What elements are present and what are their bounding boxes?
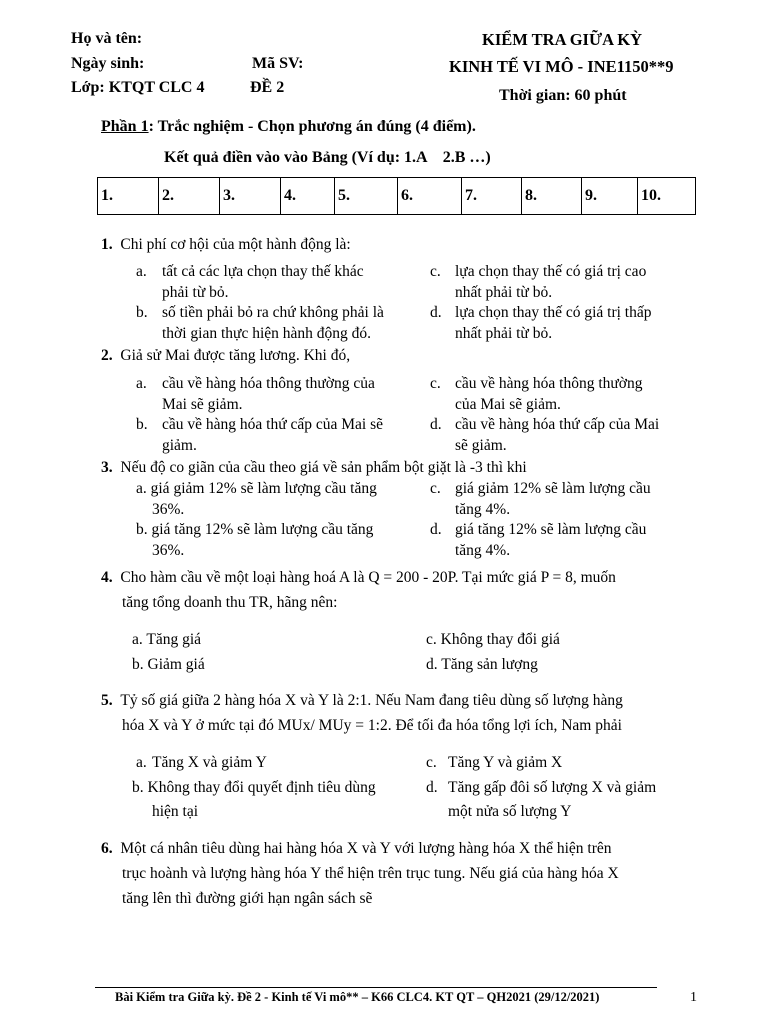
answer-table xyxy=(97,177,696,215)
question-stem-line3: tăng lên thì đường giới hạn ngân sách sẽ xyxy=(122,890,373,907)
q4-option-c: c. Không thay đổi giá xyxy=(426,631,560,648)
q4-option-d: d. Tăng sản lượng xyxy=(426,656,538,673)
q2-option-a-line2: Mai sẽ giảm. xyxy=(162,396,243,413)
part1-heading xyxy=(101,118,476,136)
q3-option-d-line1: giá tăng 12% sẽ làm lượng cầu xyxy=(455,521,647,538)
question-number: 2. xyxy=(101,347,113,364)
q5-option-c-text: Tăng Y và giảm X xyxy=(448,754,563,771)
question-stem: Nếu độ co giãn của cầu theo giá về sản phẩm bột giặt là -3 thì khi xyxy=(120,459,527,476)
q2-option-b-letter: b. xyxy=(136,416,148,433)
question-stem-line1: Tỷ số giá giữa 2 hàng hóa X và Y là 2:1. Nếu Nam đang tiêu dùng số lượng hàng xyxy=(120,692,623,709)
exam-title: KIỂM TRA GIỮA KỲ xyxy=(482,30,642,49)
question-6 xyxy=(101,838,612,859)
question-stem: Chi phí cơ hội của một hành động là: xyxy=(120,236,351,253)
footer-text: Bài Kiểm tra Giữa kỳ. Đề 2 - Kinh tế Vi mô** – K66 CLC4. KT QT – QH2021 (29/12/2021) xyxy=(115,990,600,1004)
class-label: Lớp: KTQT CLC 4 xyxy=(71,79,205,96)
q4-option-a: a. Tăng giá xyxy=(132,631,202,648)
question-number: 5. xyxy=(101,692,113,709)
q2-option-d-line2: sẽ giảm. xyxy=(455,437,507,454)
q3-option-a-line2: 36%. xyxy=(152,501,185,518)
q3-option-d-letter: d. xyxy=(430,521,442,538)
question-1 xyxy=(101,234,351,255)
answer-cell-1[interactable]: 1. xyxy=(98,178,159,215)
name-label: Họ và tên: xyxy=(71,30,143,47)
birthdate-label: Ngày sinh: xyxy=(71,55,145,72)
q1-option-b-line2: thời gian thực hiện hành động đó. xyxy=(162,325,372,342)
answer-cell-4[interactable]: 4. xyxy=(281,178,335,215)
q3-option-c-letter: c. xyxy=(430,480,441,497)
q2-option-b-line2: giảm. xyxy=(162,437,197,454)
q3-option-c-line1: giá giảm 12% sẽ làm lượng cầu xyxy=(455,480,651,497)
q1-option-c-line1: lựa chọn thay thế có giá trị cao xyxy=(455,263,647,280)
question-number: 4. xyxy=(101,569,113,586)
question-3 xyxy=(101,457,527,478)
q5-option-a-text: Tăng X và giảm Y xyxy=(152,754,267,771)
q1-option-d-line1: lựa chọn thay thế có giá trị thấp xyxy=(455,304,652,321)
q1-option-b-line1: số tiền phải bỏ ra chứ không phải là xyxy=(162,304,384,321)
question-stem: Giả sử Mai được tăng lương. Khi đó, xyxy=(120,347,351,364)
q2-option-c-line1: cầu về hàng hóa thông thường xyxy=(455,375,643,392)
student-id-label: Mã SV: xyxy=(252,55,304,72)
exam-duration: Thời gian: 60 phút xyxy=(499,87,627,104)
q3-option-d-line2: tăng 4%. xyxy=(455,542,511,559)
question-4 xyxy=(101,567,616,588)
q3-option-a-line1: a. giá giảm 12% sẽ làm lượng cầu tăng xyxy=(136,480,377,497)
page-number: 1 xyxy=(690,990,697,1005)
q5-option-b-line1: b. Không thay đổi quyết định tiêu dùng xyxy=(132,779,376,796)
question-stem-line2: trục hoành và lượng hàng hóa Y thể hiện trên trục tung. Nếu giá của hàng hóa X xyxy=(122,865,619,882)
q5-option-d-letter: d. xyxy=(426,779,438,796)
q4-option-b: b. Giảm giá xyxy=(132,656,205,673)
q1-option-a-line1: tất cả các lựa chọn thay thế khác xyxy=(162,263,364,280)
answer-cell-10[interactable]: 10. xyxy=(638,178,696,215)
q1-option-d-line2: nhất phải từ bỏ. xyxy=(455,325,553,342)
q1-option-a-letter: a. xyxy=(136,263,147,280)
q3-option-b-line2: 36%. xyxy=(152,542,185,559)
answer-cell-5[interactable]: 5. xyxy=(335,178,398,215)
q1-option-c-letter: c. xyxy=(430,263,441,280)
question-number: 3. xyxy=(101,459,113,476)
footer-divider xyxy=(95,987,657,988)
q2-option-a-line1: cầu về hàng hóa thông thường của xyxy=(162,375,375,392)
question-stem-line2: tăng tổng doanh thu TR, hãng nên: xyxy=(122,594,338,611)
q1-option-c-line2: nhất phải từ bỏ. xyxy=(455,284,553,301)
question-number: 1. xyxy=(101,236,113,253)
part1-title: : Trắc nghiệm - Chọn phương án đúng (4 điểm). xyxy=(148,118,476,135)
question-stem-line2: hóa X và Y ở mức tại đó MUx/ MUy = 1:2. Để tối đa hóa tổng lợi ích, Nam phải xyxy=(122,717,622,734)
answer-cell-3[interactable]: 3. xyxy=(220,178,281,215)
q5-option-d-line1: Tăng gấp đôi số lượng X và giảm xyxy=(448,779,657,796)
answer-cell-8[interactable]: 8. xyxy=(522,178,582,215)
answer-cell-6[interactable]: 6. xyxy=(398,178,462,215)
part1-label: Phần 1 xyxy=(101,118,149,135)
q2-option-d-line1: cầu về hàng hóa thứ cấp của Mai xyxy=(455,416,660,433)
q1-option-b-letter: b. xyxy=(136,304,148,321)
question-number: 6. xyxy=(101,840,113,857)
q5-option-d-line2: một nửa số lượng Y xyxy=(448,803,572,820)
q5-option-c-letter: c. xyxy=(426,754,437,771)
answer-cell-9[interactable]: 9. xyxy=(582,178,638,215)
q1-option-d-letter: d. xyxy=(430,304,442,321)
answer-cell-2[interactable]: 2. xyxy=(159,178,220,215)
exam-version-label: ĐỀ 2 xyxy=(250,79,285,96)
q2-option-d-letter: d. xyxy=(430,416,442,433)
answer-row xyxy=(98,178,696,215)
q1-option-a-line2: phải từ bỏ. xyxy=(162,284,229,301)
q5-option-b-line2: hiện tại xyxy=(152,803,199,820)
question-5 xyxy=(101,690,623,711)
course-title: KINH TẾ VI MÔ - INE1150**9 xyxy=(449,57,674,76)
q2-option-b-line1: cầu về hàng hóa thứ cấp của Mai sẽ xyxy=(162,416,384,433)
question-stem-line1: Cho hàm cầu về một loại hàng hoá A là Q = 200 - 20P. Tại mức giá P = 8, muốn xyxy=(120,569,616,586)
q2-option-a-letter: a. xyxy=(136,375,147,392)
q5-option-a-letter: a. xyxy=(136,754,147,771)
question-2 xyxy=(101,345,350,366)
q2-option-c-line2: của Mai sẽ giảm. xyxy=(455,396,561,413)
question-stem-line1: Một cá nhân tiêu dùng hai hàng hóa X và Y với lượng hàng hóa X thể hiện trên xyxy=(120,840,612,857)
part1-instruction: Kết quả điền vào vào Bảng (Ví dụ: 1.A 2.B …) xyxy=(164,149,491,166)
q3-option-b-line1: b. giá tăng 12% sẽ làm lượng cầu tăng xyxy=(136,521,374,538)
q3-option-c-line2: tăng 4%. xyxy=(455,501,511,518)
answer-cell-7[interactable]: 7. xyxy=(462,178,522,215)
q2-option-c-letter: c. xyxy=(430,375,441,392)
